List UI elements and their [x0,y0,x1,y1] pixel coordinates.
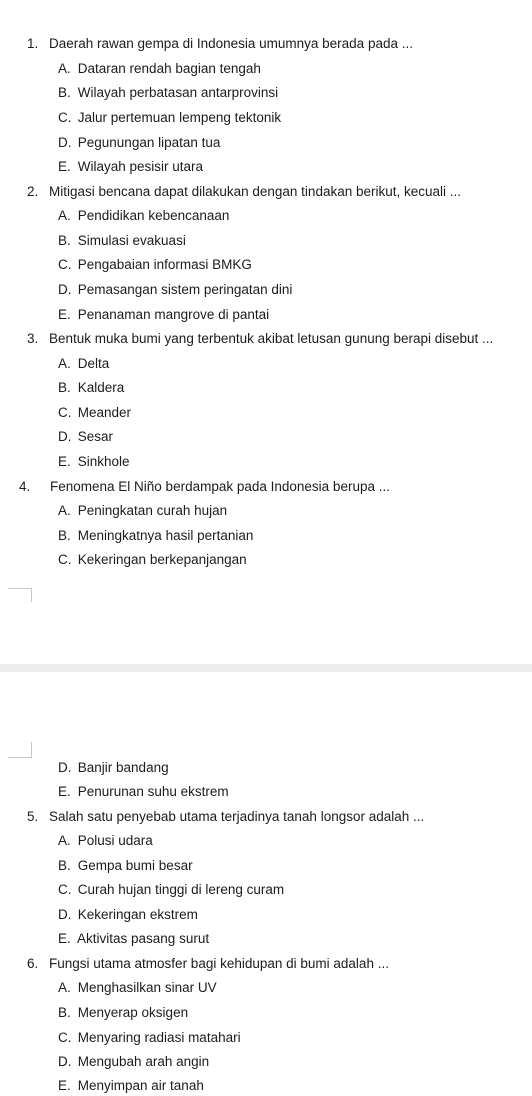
question-5 [27,809,424,825]
option-text: Peningkatan curah hujan [77,503,228,518]
option-text: Menghasilkan sinar UV [77,980,217,995]
question-number: 5. [27,809,39,824]
option-letter: D. [58,282,72,297]
option-letter: C. [58,882,72,897]
option-letter: E. [58,784,71,799]
option-letter: B. [58,85,71,100]
question-text: Daerah rawan gempa di Indonesia umumnya berada pada ... [49,36,413,51]
option-text: Wilayah perbatasan antarprovinsi [77,85,279,100]
question-3-option-d [58,429,113,445]
question-5-option-d [58,907,198,923]
question-5-option-e [58,931,209,947]
question-2-option-a [58,208,229,224]
question-6-option-a [58,980,217,996]
option-letter: C. [58,405,72,420]
option-letter: D. [58,135,72,150]
option-text: Menyerap oksigen [77,1005,189,1020]
question-3-option-b [58,380,124,396]
option-text: Penurunan suhu ekstrem [77,784,229,799]
option-text: Gempa bumi besar [77,858,193,873]
question-number: 2. [27,184,39,199]
question-6-option-c [58,1030,241,1046]
option-letter: D. [58,907,72,922]
question-6-option-d [58,1054,209,1070]
question-6-option-e [58,1078,204,1094]
option-letter: C. [58,110,72,125]
question-5-option-a [58,833,153,849]
option-letter: E. [58,159,71,174]
option-text: Curah hujan tinggi di lereng curam [77,882,285,897]
option-text: Simulasi evakuasi [77,233,186,248]
question-1-option-e [58,159,203,175]
option-text: Delta [77,356,110,371]
question-number: 4. [19,479,31,494]
question-4-option-d [58,760,169,776]
question-2-option-d [58,282,292,298]
option-letter: A. [58,503,71,518]
option-letter: D. [58,1054,72,1069]
question-4-option-a [58,503,227,519]
option-letter: B. [58,528,71,543]
question-5-option-c [58,882,284,898]
option-text: Dataran rendah bagian tengah [77,61,261,76]
question-4-option-b [58,528,253,544]
option-text: Menyimpan air tanah [77,1078,204,1093]
option-letter: A. [58,208,71,223]
option-letter: E. [58,307,71,322]
question-5-option-b [58,858,193,874]
question-number: 1. [27,36,39,51]
option-letter: B. [58,380,71,395]
option-letter: B. [58,233,71,248]
option-letter: D. [58,760,72,775]
question-6-option-b [58,1005,188,1021]
option-text: Wilayah pesisir utara [77,159,204,174]
option-text: Jalur pertemuan lempeng tektonik [77,110,282,125]
question-1-option-d [58,135,220,151]
question-4 [19,479,390,495]
question-1-option-c [58,110,281,126]
option-text: Mengubah arah angin [77,1054,210,1069]
question-2-option-e [58,307,269,323]
option-letter: C. [58,552,72,567]
question-1-option-a [58,61,261,77]
option-letter: E. [58,1078,71,1093]
option-letter: A. [58,833,71,848]
option-text: Meningkatnya hasil pertanian [77,528,254,543]
option-letter: A. [58,356,71,371]
option-letter: E. [58,454,71,469]
page-corner-mark [8,588,32,602]
page-corner-mark [8,742,32,758]
option-text: Kaldera [77,380,125,395]
option-letter: D. [58,429,72,444]
option-text: Pendidikan kebencanaan [77,208,230,223]
question-3-option-e [58,454,130,470]
question-4-option-e [58,784,229,800]
option-letter: B. [58,1005,71,1020]
question-3-option-c [58,405,131,421]
option-text: Penanaman mangrove di pantai [77,307,270,322]
option-text: Pengabaian informasi BMKG [77,257,252,272]
question-2-option-c [58,257,252,273]
question-number: 6. [27,956,39,971]
question-1 [27,36,413,52]
option-text: Aktivitas pasang surut [77,931,210,946]
option-text: Pegunungan lipatan tua [77,135,221,150]
question-2-option-b [58,233,186,249]
question-3 [27,331,493,347]
page-break [0,664,532,672]
question-text: Fenomena El Niño berdampak pada Indonesia berupa ... [50,479,390,494]
option-letter: A. [58,61,71,76]
option-text: Sinkhole [77,454,130,469]
option-letter: A. [58,980,71,995]
question-text: Mitigasi bencana dapat dilakukan dengan tindakan berikut, kecuali ... [49,184,462,199]
question-text: Fungsi utama atmosfer bagi kehidupan di bumi adalah ... [49,956,389,971]
option-text: Kekeringan berkepanjangan [77,552,247,567]
question-4-option-c [58,552,247,568]
question-6 [27,956,389,972]
option-text: Polusi udara [77,833,153,848]
option-text: Menyaring radiasi matahari [77,1030,241,1045]
question-1-option-b [58,85,278,101]
option-text: Banjir bandang [77,760,169,775]
option-text: Kekeringan ekstrem [77,907,198,922]
question-2 [27,184,461,200]
option-text: Sesar [77,429,114,444]
document-page-2 [0,672,532,1096]
option-text: Meander [77,405,132,420]
option-letter: E. [58,931,71,946]
question-3-option-a [58,356,109,372]
option-letter: C. [58,1030,72,1045]
question-number: 3. [27,331,39,346]
option-letter: B. [58,858,71,873]
question-text: Salah satu penyebab utama terjadinya tanah longsor adalah ... [49,809,425,824]
option-text: Pemasangan sistem peringatan dini [77,282,293,297]
option-letter: C. [58,257,72,272]
question-text: Bentuk muka bumi yang terbentuk akibat letusan gunung berapi disebut ... [49,331,494,346]
